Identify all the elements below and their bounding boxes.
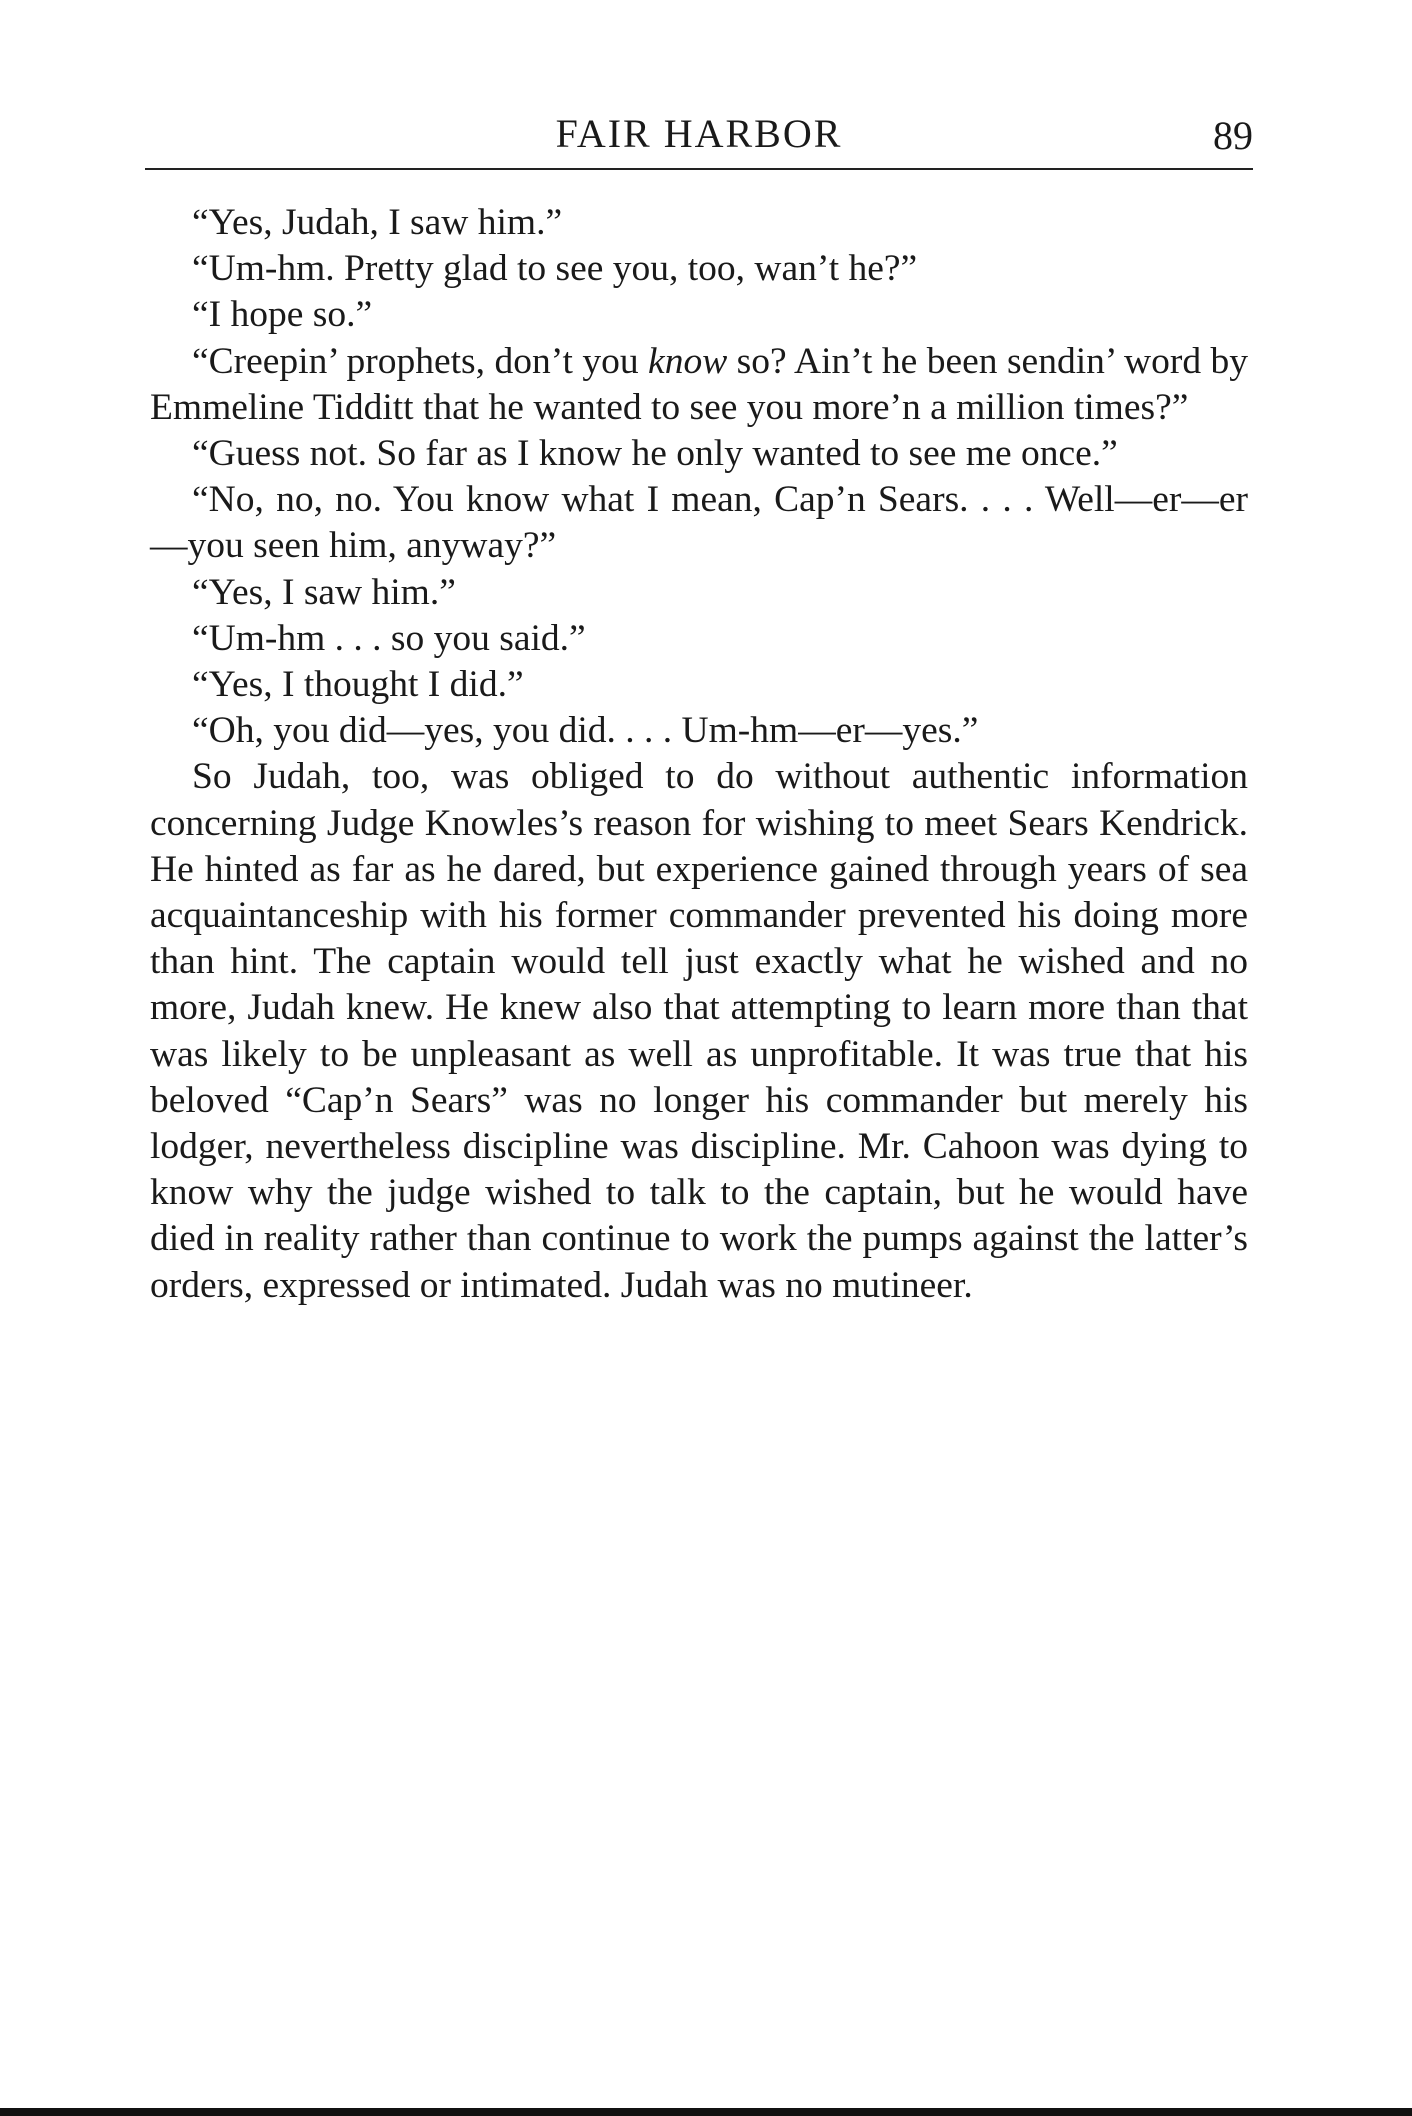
narrative-paragraph: So Judah, too, was obliged to do without authentic information concerning Judge Knowles’s reason for wishing to meet Sears Kendrick. He hinted as far as he dared, but experience gained through years of sea acquaintanceship with his former commander prevented his doing more than hint. The captain would tell just exactly what he wished and no more, Judah knew. He knew also that attempting to learn more than that was likely to be unpleasant as well as unprofitable. It was true that his beloved “Cap’n Sears” was no longer his commander but merely his lodger, nevertheless discipline was discipline. Mr. Cahoon was dying to know why the judge wished to talk to the captain, but he would have died in reality rather than continue to work the pumps against the latter’s orders, expressed or intimated. Judah was no mutineer. — [150, 756, 1248, 1306]
dialogue-line: “No, no, no. You know what I mean, Cap’n Sears. . . . Well—er—er—you seen him, anyway?” — [150, 479, 1248, 567]
dialogue-line: “Yes, I thought I did.” — [192, 664, 524, 706]
dialogue-line — [150, 339, 1248, 431]
running-title: FAIR HARBOR — [555, 111, 843, 156]
scan-edge-bar — [0, 2108, 1412, 2116]
page-number: 89 — [1213, 113, 1253, 158]
dialogue-line: “Oh, you did—yes, you did. . . . Um-hm—er—yes.” — [192, 710, 979, 752]
dialogue-line: “Um-hm . . . so you said.” — [192, 617, 586, 659]
emphasized-word: know — [648, 340, 728, 382]
dialogue-line: “I hope so.” — [192, 294, 373, 336]
header-rule — [145, 168, 1253, 170]
text-body — [150, 200, 1248, 1309]
dialogue-line: “Yes, Judah, I saw him.” — [192, 202, 563, 243]
dialogue-line: “Um-hm. Pretty glad to see you, too, wan’t he?” — [192, 248, 918, 290]
page-header — [145, 108, 1253, 168]
text-span: so? Ain’t he been sendin’ word by Emmeline Tidditt that he wanted to see you more’n a million times?” — [150, 340, 1249, 428]
dialogue-line: “Yes, I saw him.” — [192, 571, 456, 613]
dialogue-line: “Guess not. So far as I know he only wanted to see me once.” — [192, 433, 1118, 475]
text-span: “Creepin’ prophets, don’t you — [192, 340, 649, 382]
